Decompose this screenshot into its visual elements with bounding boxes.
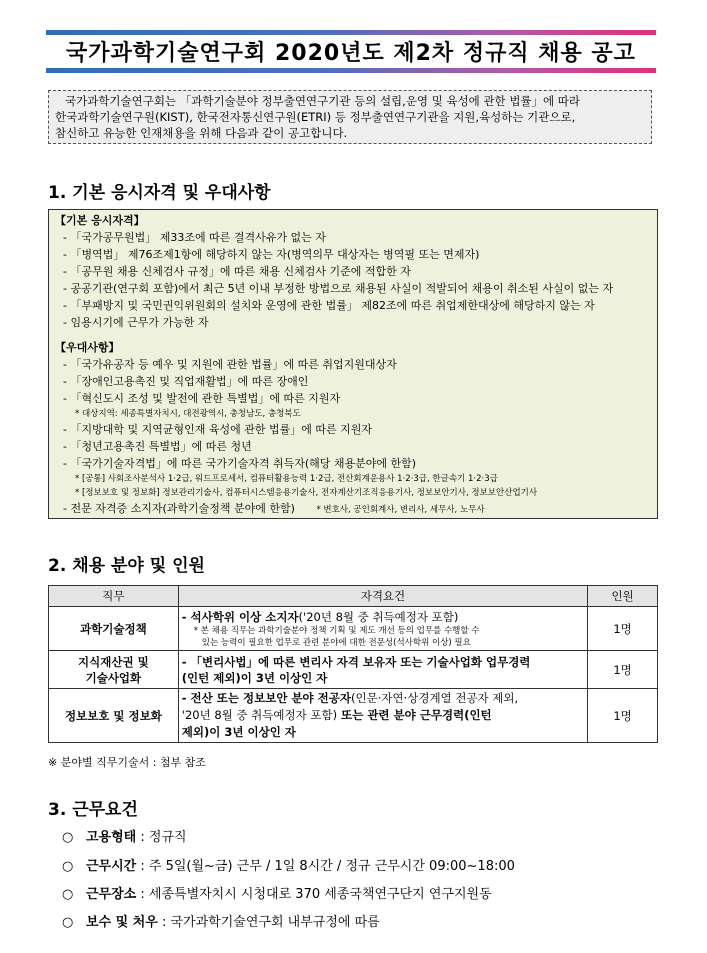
job-line: 기술사업화 (85, 670, 142, 685)
condition-sep: : (136, 830, 149, 845)
req-note: * 본 채용 직무는 과학기술분야 정책 기획 및 제도 개선 등의 업무를 수행할 수 (193, 625, 480, 636)
intro-line: 참신하고 유능한 인재채용을 위해 다음과 같이 공고합니다. (55, 126, 348, 140)
header-cell: 직무 (49, 586, 179, 607)
req-text: - 전산 또는 정보보안 분야 전공자 (181, 691, 351, 705)
table-row (49, 689, 658, 743)
condition-label: 근무장소 (86, 887, 137, 902)
pref-note: * [정보보호 및 정보화] 정보관리기술사, 컴퓨터시스템응용기술사, 전자계산기조직응용기사, 정보보안기사, 정보보안산업기사 (75, 488, 538, 498)
pref-title: 【우대사항】 (55, 341, 120, 354)
title-top-bar (46, 30, 656, 35)
pref-note: * 변호사, 공인회계사, 변리사, 세무사, 노무사 (316, 505, 485, 515)
pref-note: * [공통] 사회조사분석사 1·2급, 워드프로세서, 컴퓨터활용능력 1·2급, 전산회계운용사 1·2·3급, 한글속기 1·2·3급 (75, 474, 498, 484)
condition-value: 국가과학기술연구회 내부규정에 따름 (170, 915, 380, 930)
basic-item: - 공공기관(연구회 포함)에서 최근 5년 이내 부정한 방법으로 채용된 사실이 적발되어 채용이 취소된 사실이 없는 자 (63, 282, 614, 295)
req-text: ('20년 8월 중 취득예정자 포함) (298, 609, 459, 624)
title-bottom-bar (46, 68, 656, 73)
header-cell: 인원 (588, 586, 658, 607)
basic-title: 【기본 응시자격】 (55, 214, 145, 227)
pref-item: - 「국가기술자격법」에 따른 국가기술자격 취득자(해당 채용분야에 한함) (63, 457, 417, 470)
job-line: 지식재산권 및 (78, 654, 149, 669)
condition-item (62, 883, 492, 902)
req-cell (178, 689, 587, 743)
pref-item: - 「장애인고용촉진 및 직업재활법」에 따른 장애인 (63, 375, 309, 388)
count-cell: 1명 (588, 689, 658, 743)
condition-sep: : (136, 887, 149, 902)
page-title: 국가과학기술연구회 2020년도 제2차 정규직 채용 공고 (66, 41, 636, 66)
condition-label: 보수 및 처우 (86, 915, 158, 930)
req-text: - 석사학위 이상 소지자 (181, 609, 299, 624)
condition-item (62, 911, 380, 930)
condition-label: 고용형태 (86, 830, 137, 845)
intro-line: 국가과학기술연구회는 「과학기술분야 정부출연연구기관 등의 설립,운영 및 육성에 관한 법률」에 따라 (65, 94, 581, 108)
basic-item: - 「공무원 채용 신체검사 규정」에 따른 채용 신체검사 기준에 적합한 자 (63, 265, 411, 278)
pref-item-text: - 전문 자격증 소지자(과학기술정책 분야에 한함) (63, 502, 295, 515)
table-footnote: ※ 분야별 직무기술서 : 첨부 참조 (48, 756, 206, 769)
table-header-row (49, 586, 658, 607)
bullet-icon: ○ (62, 859, 74, 874)
section2-heading: 2. 채용 분야 및 인원 (48, 556, 205, 576)
req-text: (인문·자연·상경계열 전공자 제외, (351, 691, 519, 705)
req-cell (178, 607, 587, 651)
intro-box (48, 90, 652, 144)
job-cell: 정보보호 및 정보화 (49, 689, 179, 743)
pref-item: - 「혁신도시 조성 및 발전에 관한 특별법」에 따른 지원자 (63, 392, 341, 405)
condition-item (62, 855, 515, 874)
pref-item: - 「청년고용촉진 특별법」에 따른 청년 (63, 440, 252, 453)
bullet-icon: ○ (62, 887, 74, 902)
req-text: 제외)이 3년 이상인 자 (181, 725, 296, 739)
table-row (49, 607, 658, 651)
req-text: '20년 8월 중 취득예정자 포함) (181, 708, 338, 722)
job-cell: 과학기술정책 (49, 607, 179, 651)
condition-item (62, 826, 187, 845)
condition-value: 정규직 (148, 830, 187, 845)
count-cell: 1명 (588, 607, 658, 651)
section3-heading: 3. 근무요건 (48, 800, 138, 820)
condition-label: 근무시간 (86, 859, 137, 874)
header-cell: 자격요건 (178, 586, 587, 607)
bullet-icon: ○ (62, 915, 74, 930)
recruitment-table (48, 585, 658, 743)
basic-item: - 「부패방지 및 국민권익위원회의 설치와 운영에 관한 법률」 제82조에 따른 취업제한대상에 해당하지 않는 자 (63, 299, 595, 312)
req-text: 또는 관련 분야 근무경력(인턴 (337, 708, 492, 722)
req-text: - 「변리사법」에 따른 변리사 자격 보유자 또는 기술사업화 업무경력 (181, 654, 531, 669)
basic-item: - 임용시기에 근무가 가능한 자 (63, 316, 209, 329)
count-cell: 1명 (588, 651, 658, 689)
table-row (49, 651, 658, 689)
section1-heading: 1. 기본 응시자격 및 우대사항 (48, 183, 271, 203)
condition-sep: : (136, 859, 149, 874)
req-note: 있는 능력이 필요한 업무로 관련 분야에 대한 전문성(석사학위 이상) 필요 (201, 637, 471, 648)
bullet-icon: ○ (62, 830, 74, 845)
pref-item: - 「지방대학 및 지역균형인재 육성에 관한 법률」에 따른 지원자 (63, 423, 372, 436)
pref-item (55, 500, 651, 519)
intro-line: 한국과학기술연구원(KIST), 한국전자통신연구원(ETRI) 등 정부출연연구기관을 지원,육성하는 기관으로, (55, 110, 576, 124)
req-cell (178, 651, 587, 689)
qualification-box (48, 209, 658, 519)
pref-item: - 「국가유공자 등 예우 및 지원에 관한 법률」에 따른 취업지원대상자 (63, 358, 397, 371)
basic-item: - 「국가공무원법」 제33조에 따른 결격사유가 없는 자 (63, 231, 326, 244)
condition-sep: : (157, 915, 171, 930)
req-text: (인턴 제외)이 3년 이상인 자 (181, 670, 328, 685)
basic-item: - 「병역법」 제76조제1항에 해당하지 않는 자(병역의무 대상자는 병역필 또는 면제자) (63, 248, 480, 261)
condition-value: 주 5일(월~금) 근무 / 1일 8시간 / 정규 근무시간 09:00~18:00 (148, 859, 515, 874)
job-cell (49, 651, 179, 689)
condition-value: 세종특별자치시 시청대로 370 세종국책연구단지 연구지원동 (148, 887, 492, 902)
pref-note: * 대상지역: 세종특별자치시, 대전광역시, 충청남도, 충청북도 (75, 409, 301, 419)
